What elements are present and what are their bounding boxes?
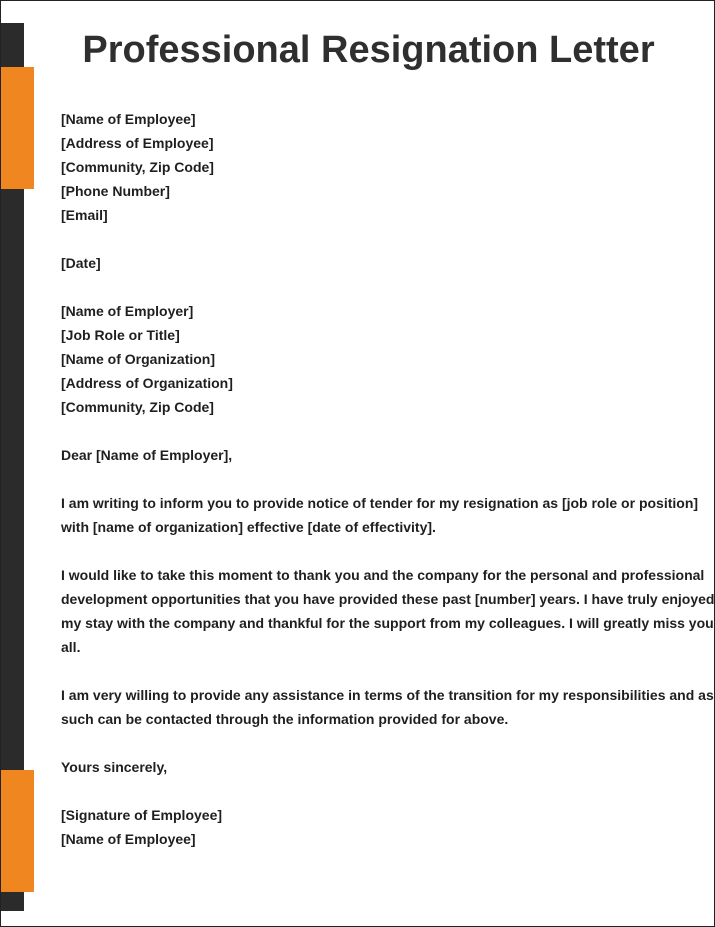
recipient-block	[61, 299, 691, 419]
letter-body	[61, 107, 715, 875]
paragraph-line: I am very willing to provide any assistance in terms of the transition for my responsibilities and as	[61, 687, 714, 703]
recipient-address: [Address of Organization]	[61, 375, 233, 391]
sender-phone: [Phone Number]	[61, 183, 170, 199]
signature-name: [Name of Employee]	[61, 831, 196, 847]
paragraph-line: with [name of organization] effective [date of effectivity].	[61, 519, 436, 535]
salutation-block	[61, 443, 691, 467]
paragraph-line: I would like to take this moment to thank you and the company for the personal and professional	[61, 567, 705, 583]
paragraph-line: all.	[61, 639, 81, 655]
paragraph-notice	[61, 491, 699, 539]
recipient-organization: [Name of Organization]	[61, 351, 216, 367]
salutation: Dear [Name of Employer],	[61, 447, 233, 463]
signature-block	[61, 803, 691, 851]
date-block	[61, 251, 691, 275]
closing-block	[61, 755, 691, 779]
closing: Yours sincerely,	[61, 759, 168, 775]
sender-name: [Name of Employee]	[61, 111, 196, 127]
signature-line: [Signature of Employee]	[61, 807, 223, 823]
letter-title: Professional Resignation Letter	[82, 29, 655, 71]
orange-accent-bottom	[1, 770, 34, 892]
recipient-community: [Community, Zip Code]	[61, 399, 214, 415]
sender-block	[61, 107, 691, 227]
sender-email: [Email]	[61, 207, 108, 223]
sender-address: [Address of Employee]	[61, 135, 214, 151]
paragraph-line: development opportunities that you have provided these past [number] years. I have truly enjoyed	[61, 591, 715, 607]
paragraph-thanks	[61, 563, 715, 659]
paragraph-line: such can be contacted through the information provided for above.	[61, 711, 509, 727]
recipient-role: [Job Role or Title]	[61, 327, 180, 343]
sender-community: [Community, Zip Code]	[61, 159, 214, 175]
paragraph-line: I am writing to inform you to provide notice of tender for my resignation as [job role or position]	[61, 495, 699, 511]
orange-accent-top	[1, 67, 34, 189]
letter-date: [Date]	[61, 255, 101, 271]
recipient-name: [Name of Employer]	[61, 303, 194, 319]
paragraph-line: my stay with the company and thankful for the support from my colleagues. I will greatly miss you	[61, 615, 714, 631]
paragraph-assistance	[61, 683, 714, 731]
